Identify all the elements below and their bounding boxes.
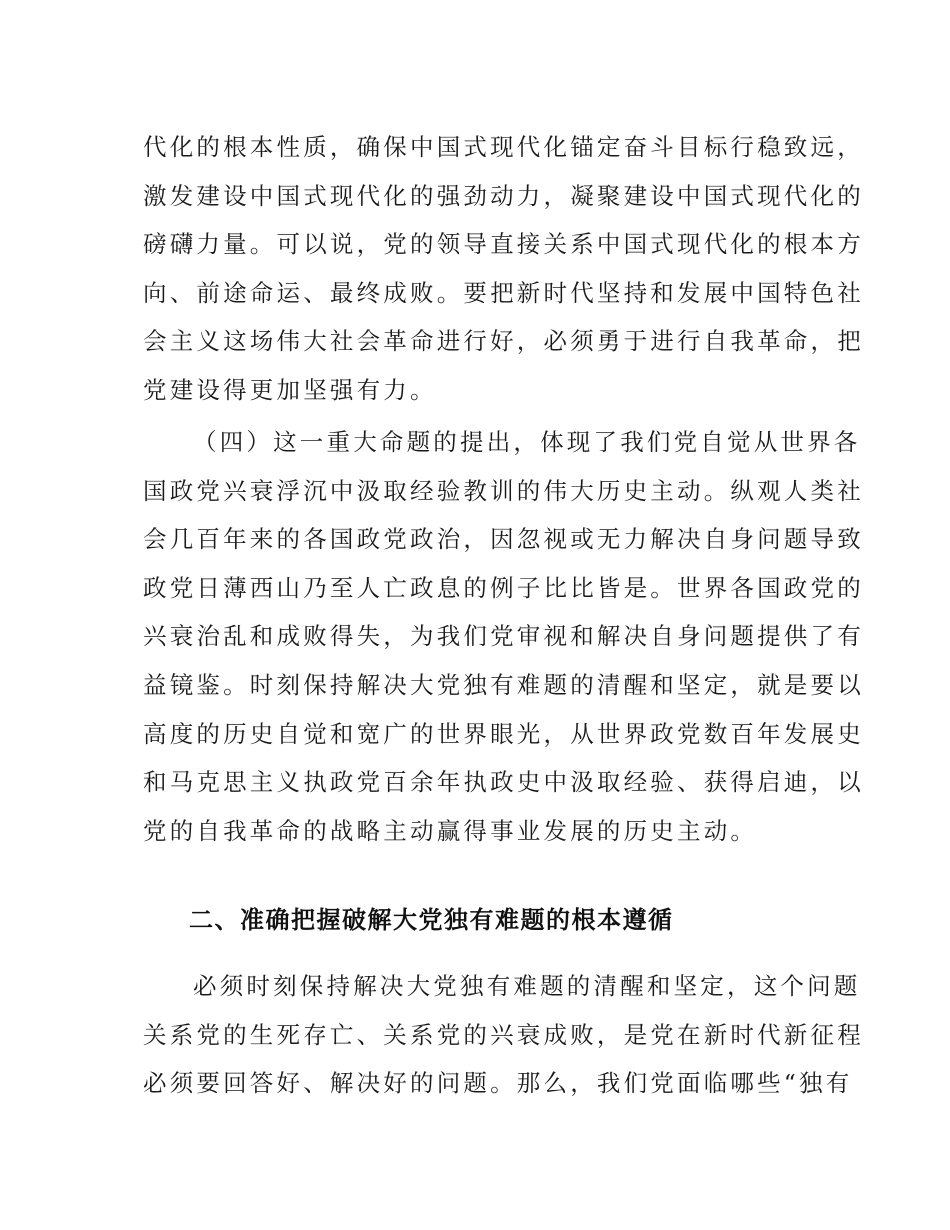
paragraph-line: 向、前途命运、最终成败。要把新时代坚持和发展中国特色社 xyxy=(143,278,864,307)
paragraph-line: 激发建设中国式现代化的强劲动力，凝聚建设中国式现代化的 xyxy=(143,181,864,210)
paragraph-2 xyxy=(143,418,864,855)
paragraph-1 xyxy=(143,123,864,415)
paragraph-line: 和马克思主义执政党百余年执政史中汲取经验、获得启迪，以 xyxy=(143,768,864,797)
paragraph-line: 必须时刻保持解决大党独有难题的清醒和坚定，这个问题 xyxy=(193,972,861,1000)
paragraph-line: 兴衰治乱和成败得失，为我们党审视和解决自身问题提供了有 xyxy=(143,622,864,651)
paragraph-line: 益镜鉴。时刻保持解决大党独有难题的清醒和坚定，就是要以 xyxy=(143,670,864,699)
paragraph-line: （四）这一重大命题的提出，体现了我们党自觉从世界各 xyxy=(193,428,861,456)
paragraph-line: 高度的历史自觉和宽广的世界眼光，从世界政党数百年发展史 xyxy=(143,719,864,748)
paragraph-line: 政党日薄西山乃至人亡政息的例子比比皆是。世界各国政党的 xyxy=(143,573,864,602)
paragraph-line: 磅礴力量。可以说，党的领导直接关系中国式现代化的根本方 xyxy=(143,230,864,259)
paragraph-line: 党建设得更加坚强有力。 xyxy=(143,375,437,404)
paragraph-line: 必须要回答好、解决好的问题。那么，我们党面临哪些“独有 xyxy=(143,1069,853,1098)
paragraph-line: 会几百年来的各国政党政治，因忽视或无力解决自身问题导致 xyxy=(143,525,864,554)
paragraph-line: 国政党兴衰浮沉中汲取经验教训的伟大历史主动。纵观人类社 xyxy=(143,476,864,505)
paragraph-line: 代化的根本性质，确保中国式现代化锚定奋斗目标行稳致远， xyxy=(143,133,864,161)
paragraph-line: 会主义这场伟大社会革命进行好，必须勇于进行自我革命，把 xyxy=(143,327,864,356)
paragraph-line: 关系党的生死存亡、关系党的兴衰成败，是党在新时代新征程 xyxy=(143,1020,864,1049)
paragraph-line: 党的自我革命的战略主动赢得事业发展的历史主动。 xyxy=(143,816,758,845)
section-heading: 二、准确把握破解大党独有难题的根本遵循 xyxy=(189,906,674,934)
paragraph-3 xyxy=(143,962,864,1108)
